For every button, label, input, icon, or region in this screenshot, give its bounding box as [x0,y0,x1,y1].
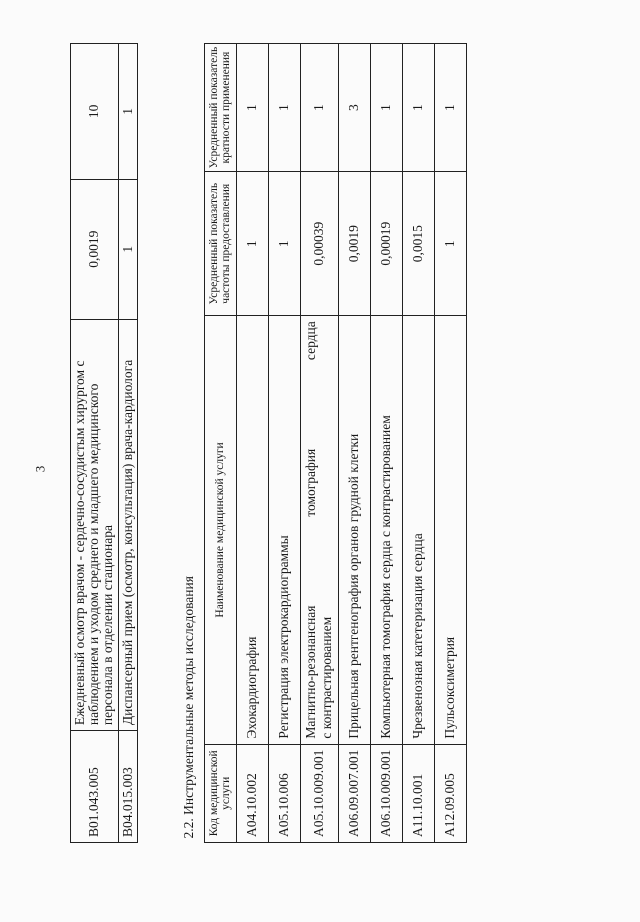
multiplicity-value: 1 [300,44,338,172]
service-code: A05.10.006 [268,744,300,842]
service-name-part: сердца [303,321,319,361]
table-row [236,44,268,843]
instrumental-methods-table [172,43,467,843]
service-code: B04.015.003 [118,731,137,843]
section-title: 2.2. Инструментальные методы исследования [172,44,204,843]
frequency-value: 1 [236,172,268,316]
service-code: A04.10.002 [236,744,268,842]
header-code: Код медицинской услуги [204,744,236,842]
table-row [118,44,137,843]
multiplicity-value: 1 [236,44,268,172]
multiplicity-value: 1 [118,44,137,180]
table-row [268,44,300,843]
header-multiplicity: Усредненный показатель кратности применения [204,44,236,172]
service-name-part: томография [303,448,319,517]
frequency-value: 1 [268,172,300,316]
multiplicity-value: 1 [370,44,402,172]
service-code: B01.043.005 [71,731,119,843]
service-name: Диспансерный прием (осмотр, консультация) врача-кардиолога [118,319,137,730]
service-name-part: Магнитно-резонансная [303,605,319,739]
service-name [300,316,338,744]
frequency-value: 1 [434,172,466,316]
service-code: A11.10.001 [402,744,434,842]
page-number: 3 [32,465,48,473]
table-header-row [204,44,236,843]
table-row [402,44,434,843]
service-name: Ежедневный осмотр врачом - сердечно-сосудистым хирургом с наблюдением и уходом среднего и младшего медицинского персонала в отделении стационара [71,319,119,730]
table-row [338,44,370,843]
header-frequency: Усредненный показатель частоты предоставления [204,172,236,316]
table-row [434,44,466,843]
service-name: Регистрация электрокардиограммы [268,316,300,744]
service-code: A06.10.009.001 [370,744,402,842]
service-name: Чрезвенозная катетеризация сердца [402,316,434,744]
service-name-part: с контрастированием [319,616,335,739]
service-name: Пульсоксиметрия [434,316,466,744]
service-name: Эхокардиография [236,316,268,744]
multiplicity-value: 3 [338,44,370,172]
frequency-value: 0,0015 [402,172,434,316]
table-row [370,44,402,843]
frequency-value: 1 [118,179,137,319]
frequency-value: 0,0019 [338,172,370,316]
multiplicity-value: 10 [71,44,119,180]
multiplicity-value: 1 [402,44,434,172]
frequency-value: 0,00039 [300,172,338,316]
multiplicity-value: 1 [268,44,300,172]
service-code: A12.09.005 [434,744,466,842]
frequency-value: 0,0019 [71,179,119,319]
frequency-value: 0,00019 [370,172,402,316]
service-code: A06.09.007.001 [338,744,370,842]
services-table-continued [70,43,138,843]
service-name: Компьютерная томография сердца с контрастированием [370,316,402,744]
table-row [71,44,119,843]
multiplicity-value: 1 [434,44,466,172]
service-name: Прицельная рентгенография органов грудной клетки [338,316,370,744]
rotated-page-content [0,43,640,843]
service-code: A05.10.009.001 [300,744,338,842]
table-row [300,44,338,843]
header-name: Наименование медицинской услуги [204,316,236,744]
